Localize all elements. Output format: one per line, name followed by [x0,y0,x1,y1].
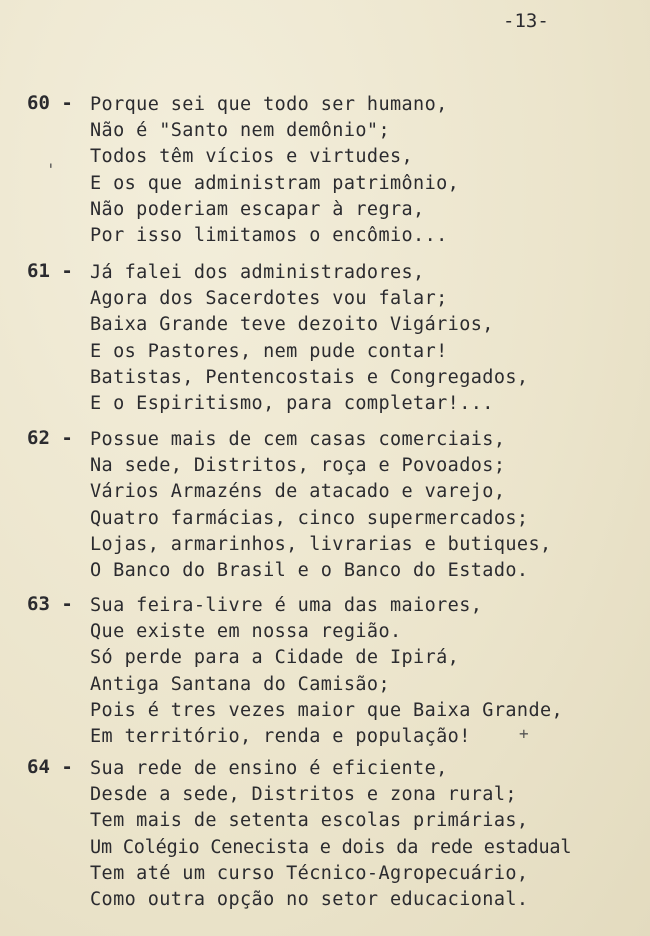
verse-line: Lojas, armarinhos, livrarias e butiques, [90,533,552,555]
verse-line: Desde a sede, Distritos e zona rural; [90,784,517,806]
stanza-number: 64 - [27,756,73,778]
stanza-number: 60 - [27,92,73,114]
verse-line: Vários Armazéns de atacado e varejo, [90,481,506,503]
stanza-number: 61 - [27,260,73,282]
verse-line: Não é "Santo nem demônio"; [90,120,390,142]
pen-cross-mark: + [519,724,529,743]
verse-line: Que existe em nossa região. [90,621,402,643]
stanza-lines [90,92,650,249]
stanza-number: 63 - [27,593,73,615]
verse-line: Sua rede de ensino é eficiente, [90,758,448,779]
verse-line: Batistas, Pentencostais e Congregados, [90,366,529,388]
verse-line: E os Pastores, nem pude contar! [90,340,448,362]
verse-line: Em território, renda e população! [90,726,471,748]
verse-line: Tem até um curso Técnico-Agropecuário, [90,862,529,884]
stanza-lines [90,427,650,584]
verse-line: O Banco do Brasil e o Banco do Estado. [90,560,529,582]
verse-line: Pois é tres vezes maior que Baixa Grande, [90,699,564,721]
verse-line: E os que administram patrimônio, [90,172,460,194]
verse-line: Agora dos Sacerdotes vou falar; [90,288,448,310]
verse-line: Por isso limitamos o encômio... [90,225,448,247]
verse-line: Já falei dos administradores, [90,262,425,283]
verse-line: Só perde para a Cidade de Ipirá, [90,647,460,669]
verse-line: Porque sei que todo ser humano, [90,94,448,115]
verse-line: Tem mais de setenta escolas primárias, [90,810,529,832]
verse-line: Antiga Santana do Camisão; [90,673,390,695]
stanza-lines [90,593,650,750]
stanza-lines [90,260,650,417]
verse-line: Um Colégio Cenecista e dois da rede estadual [90,836,572,858]
verse-line: E o Espiritismo, para completar!... [90,393,494,415]
verse-line: Baixa Grande teve dezoito Vigários, [90,314,494,336]
stanza-number: 62 - [27,427,73,449]
page-number: -13- [503,10,549,32]
verse-line: Possue mais de cem casas comerciais, [90,429,506,450]
stanza-lines [90,756,650,913]
verse-line: Como outra opção no setor educacional. [90,889,529,911]
verse-line: Na sede, Distritos, roça e Povoados; [90,455,506,477]
ink-dot-mark: ' [46,160,56,179]
verse-line: Todos têm vícios e virtudes, [90,146,414,168]
verse-line: Quatro farmácias, cinco supermercados; [90,507,529,529]
verse-line: Sua feira-livre é uma das maiores, [90,595,483,616]
verse-line: Não poderiam escapar à regra, [90,198,425,220]
